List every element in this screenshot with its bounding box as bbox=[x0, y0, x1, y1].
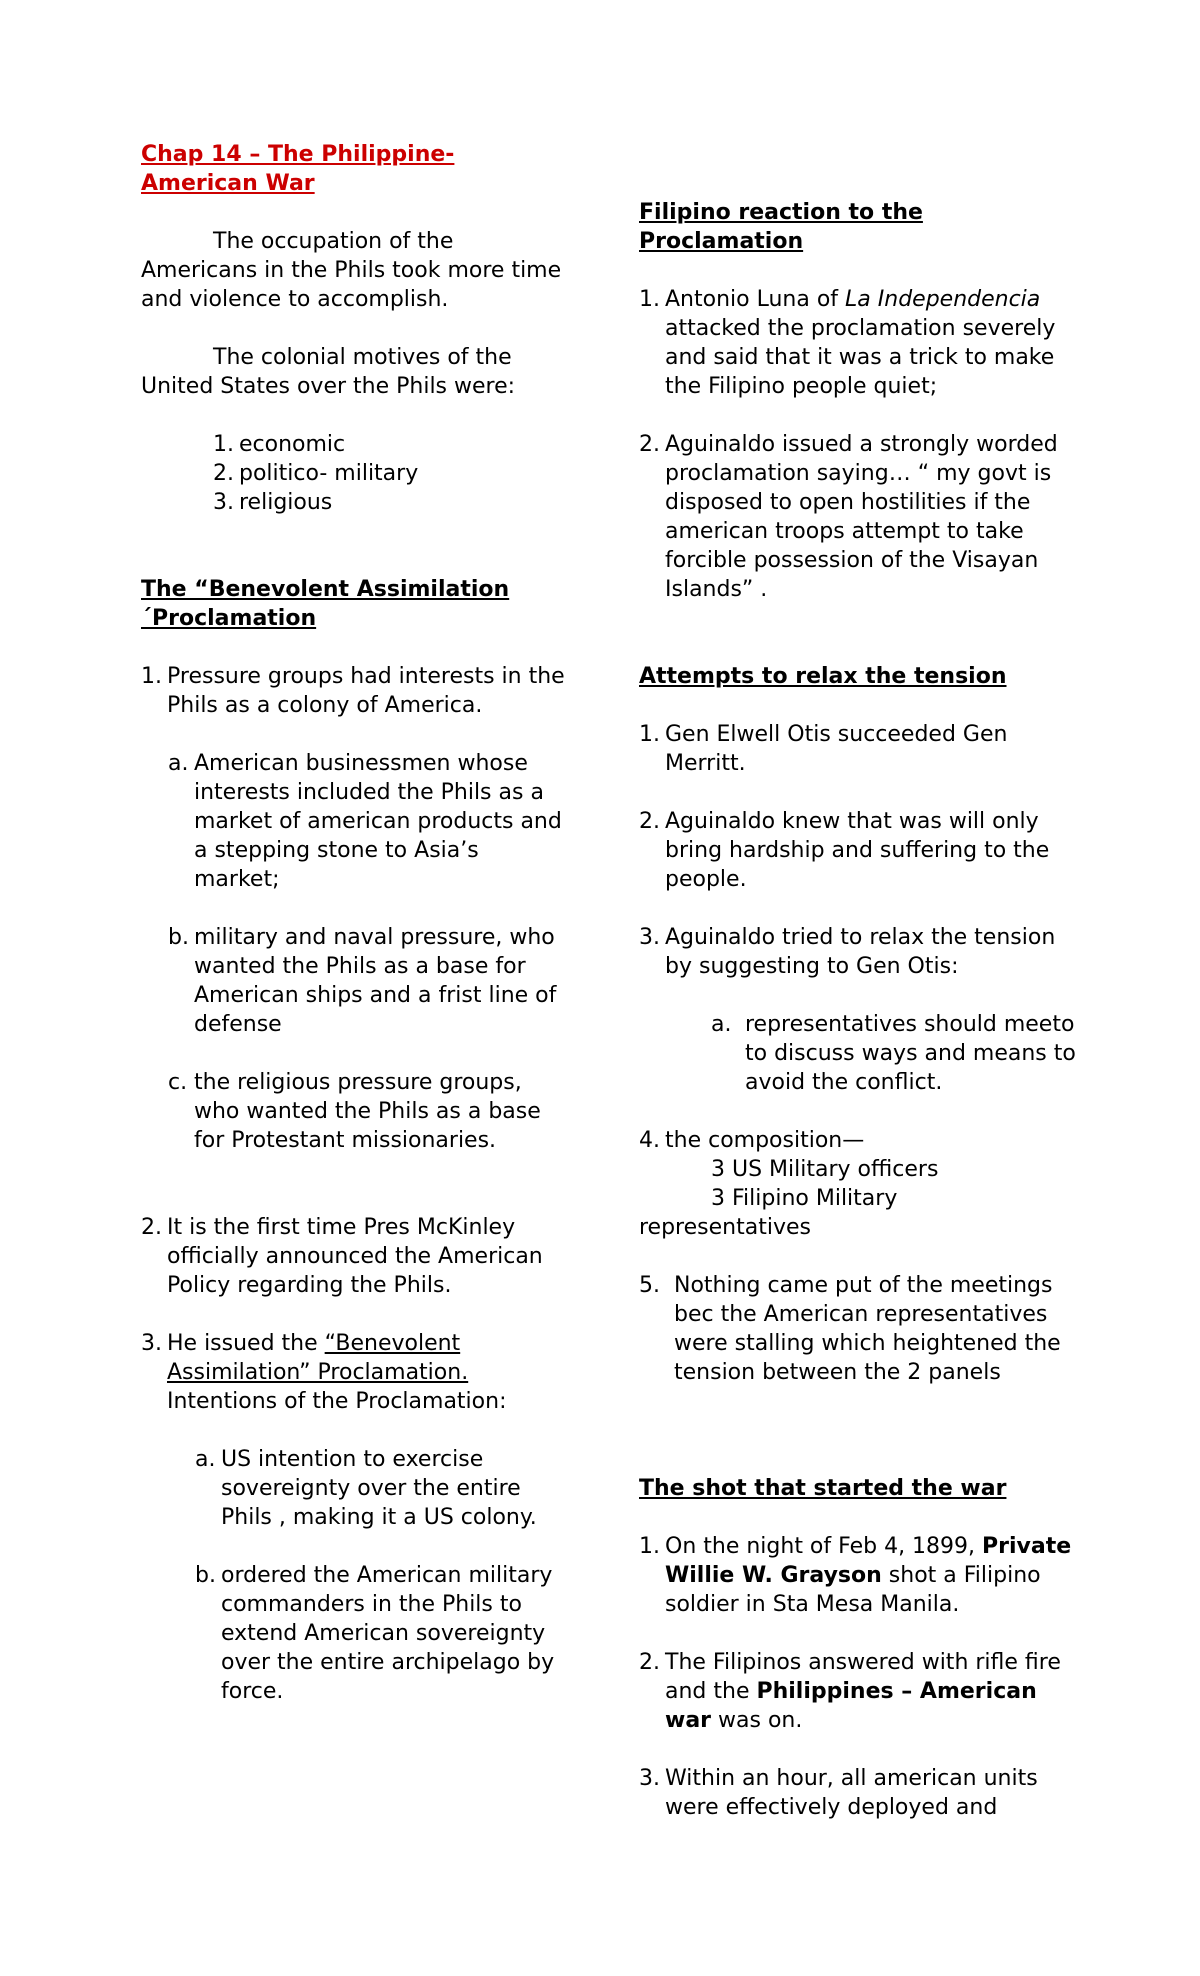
list-item: 2. It is the first time Pres McKinley officially announced the American Policy regarding the Phils. bbox=[141, 1215, 543, 1298]
motives-list bbox=[141, 430, 566, 517]
sub-list-item: b. military and naval pressure, who wanted the Phils as a base for American ships and a frist line of defense bbox=[168, 925, 557, 1037]
left-column bbox=[141, 140, 566, 1706]
list-item: 3. religious bbox=[213, 490, 333, 515]
list-item: 4. the composition— bbox=[639, 1128, 865, 1153]
list-item: 1. economic bbox=[213, 432, 346, 457]
intro-paragraph-1: The occupation of the Americans in the Phils took more time and violence to accomplish. bbox=[141, 229, 562, 312]
list-item: 2. Aguinaldo knew that was will only bring hardship and suffering to the people. bbox=[639, 809, 1050, 892]
sub-list-item: a. US intention to exercise sovereignty over the entire Phils , making it a US colony. bbox=[195, 1447, 537, 1530]
list-item: 1. Gen Elwell Otis succeeded Gen Merritt. bbox=[639, 722, 1008, 776]
list-item: 2. The Filipinos answered with rifle fire and the Philippines – American war was on. bbox=[639, 1650, 1061, 1733]
sub-list-item: a. representatives should meeto to discuss ways and means to avoid the conflict. bbox=[711, 1012, 1076, 1095]
intro-paragraph-2: The colonial motives of the United States over the Phils were: bbox=[141, 345, 516, 399]
sub-list-item: c. the religious pressure groups, who wanted the Phils as a base for Protestant missionaries. bbox=[168, 1070, 541, 1153]
sub-list-item: a. American businessmen whose interests included the Phils as a market of american products and a stepping stone to Asia’s market; bbox=[168, 751, 562, 892]
section-heading-filipino-reaction: Filipino reaction to the Proclamation bbox=[639, 200, 923, 254]
list-item: 3. He issued the “Benevolent Assimilation” Proclamation. Intentions of the Proclamation: bbox=[141, 1331, 507, 1414]
list-item: 5. Nothing came put of the meetings bec the American representatives were stalling which heightened the tension between the 2 panels bbox=[639, 1273, 1061, 1385]
list-item: 2. politico- military bbox=[213, 461, 419, 486]
list-item: 3. Aguinaldo tried to relax the tension by suggesting to Gen Otis: bbox=[639, 925, 1056, 979]
composition-tail: representatives bbox=[639, 1215, 811, 1240]
section-heading-relax-tension: Attempts to relax the tension bbox=[639, 664, 1007, 689]
list-item: 1. Antonio Luna of La Independencia attacked the proclamation severely and said that it was a trick to make the Filipino people quiet; bbox=[639, 287, 1056, 399]
section-heading-shot: The shot that started the war bbox=[639, 1476, 1007, 1501]
list-item: 2. Aguinaldo issued a strongly worded proclamation saying… “ my govt is disposed to open hostilities if the american troops attempt to take forcible possession of the Visayan Islands” . bbox=[639, 432, 1058, 602]
chapter-title: Chap 14 – The Philippine- American War bbox=[141, 142, 455, 196]
composition-line: 3 US Military officers bbox=[711, 1157, 939, 1182]
list-item: 1. On the night of Feb 4, 1899, Private Willie W. Grayson shot a Filipino soldier in Sta Mesa Manila. bbox=[639, 1534, 1072, 1617]
composition-line: 3 Filipino Military bbox=[711, 1186, 898, 1211]
list-item: 3. Within an hour, all american units were effectively deployed and bbox=[639, 1766, 1038, 1820]
section-heading-benevolent-assimilation: The “Benevolent Assimilation ´Proclamation bbox=[141, 577, 510, 631]
sub-list-item: b. ordered the American military commanders in the Phils to extend American sovereignty over the entire archipelago by force. bbox=[195, 1563, 555, 1704]
list-item: 1. Pressure groups had interests in the Phils as a colony of America. bbox=[141, 664, 565, 718]
right-column bbox=[639, 198, 1079, 1822]
